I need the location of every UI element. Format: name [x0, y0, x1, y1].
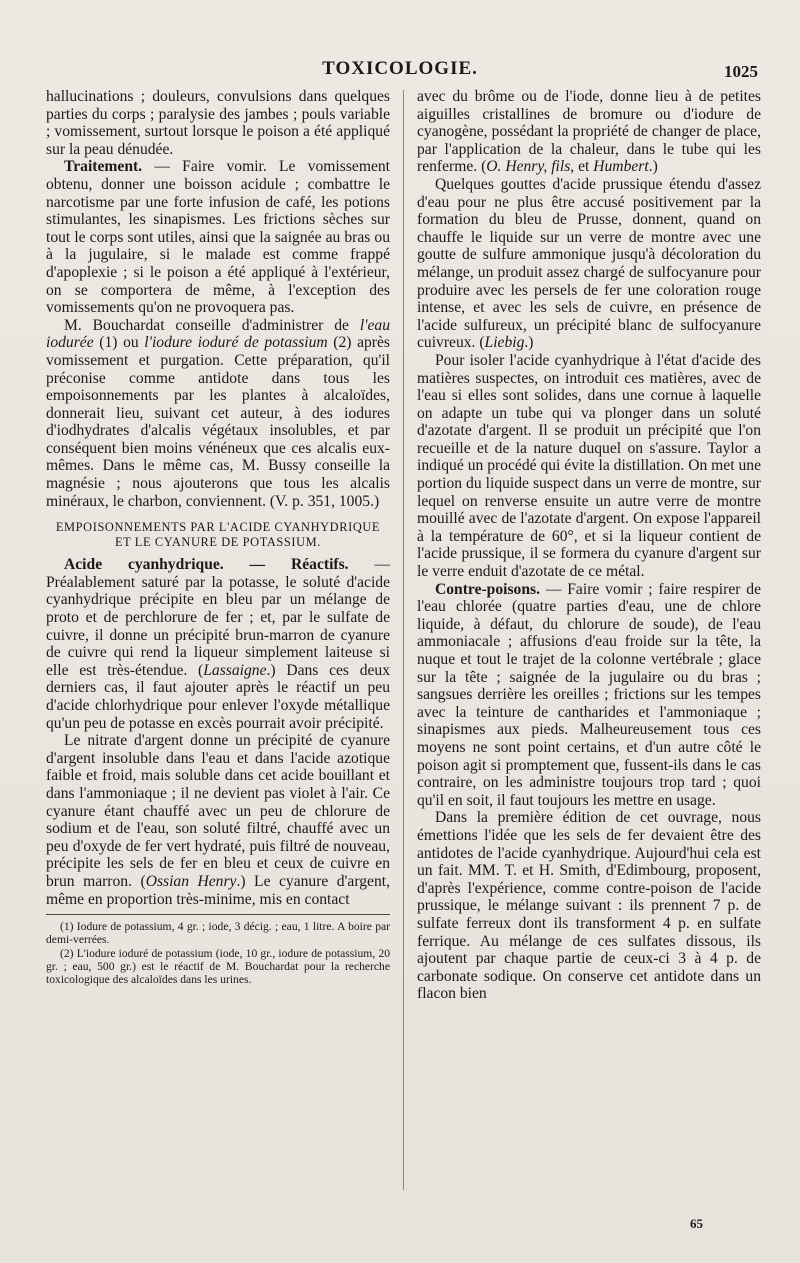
paragraph-text: — Faire vomir. Le vomissement obtenu, donner une boisson acidule ; combattre le narcotisme par une forte infusion de café, les potions stimulantes, les sinapismes. Les frictions sèches sur tout le corps sont utiles, ainsi que la saignée au bras ou à la jugulaire, si le malade est comme frappé d'apoplexie ; si le poison a été appliqué à l'extérieur, on se comportera de même, à l'exception des vomissements qu'on ne provoquera pas. [46, 158, 390, 317]
section-heading: EMPOISONNEMENTS PAR L'ACIDE CYANHYDRIQUE ET LE CYANURE DE POTASSIUM. [55, 520, 381, 549]
paragraph [417, 88, 761, 176]
paragraph-text: .) [524, 334, 534, 352]
paragraph: Dans la première édition de cet ouvrage, nous émettions l'idée que les sels de fer devaient être des antidotes de l'acide cyanhydrique. Aujourd'hui cela est un fait. MM. T. et H. Smith, d'Edimbourg, proposent, d'après l'expérience, comme contre-poison de l'acide prussique, le mélange suivant : ils prennent 7 p. de sulfate ferreux dont ils transforment 4 p. en sulfate ferrique. Au mélange de ces sulfates dissous, ils ajoutent par chaque partie de ceux-ci 3 à 4 p. de carbonate sodique. On conserve cet antidote dans un flacon bien [417, 809, 761, 1003]
paragraph-text: Le nitrate d'argent donne un précipité de cyanure d'argent insoluble dans l'eau et dans l'acide azotique faible et froid, mais soluble dans cet acide bouillant et dans l'ammoniaque ; il ne devient pas violet à l'air. Ce cyanure étant chauffé avec un peu de chlorure de sodium et de l'eau, son soluté filtré, chauffé avec un peu d'oxyde de fer vert hydraté, puis filtré de nouveau, précipite les sels de fer en bleu et ceux de cuivre en brun marron. ( [46, 732, 390, 890]
footnote-1: (1) Iodure de potassium, 4 gr. ; iode, 3 décig. ; eau, 1 litre. A boire par demi-verrées. [46, 920, 390, 947]
paragraph-text: .) Le cyanure d'argent, même en proportion très-minime, mis en contact [46, 872, 390, 908]
paragraph [46, 317, 390, 511]
paragraph-text: , et [570, 158, 594, 176]
signature-mark: 65 [690, 1216, 703, 1231]
italic-author: Humbert [593, 158, 649, 176]
paragraph [46, 556, 390, 732]
running-title: TOXICOLOGIE. [322, 58, 478, 79]
paragraph-text: — Préalablement saturé par la potasse, le soluté d'acide cyanhydrique précipite en bleu par un mélange de proto et de perchlorure de fer ; et, par le sulfate de cuivre, il donne un précipité brun-marron de cyanure de cuivre qui rend la liqueur simplement laiteuse si elle est très-étendue. ( [46, 556, 390, 679]
paragraph-text: .) Dans ces deux derniers cas, il faut ajouter après le réactif un peu d'acide chlorhydrique pour enlever l'oxyde métallique qu'un peu de potasse en excès pourrait avoir précipité. [46, 661, 391, 732]
footnote-2: (2) L'iodure ioduré de potassium (iode, 10 gr., iodure de potassium, 20 gr. ; eau, 500 gr.) est le réactif de M. Bouchardat pour la recherche toxicologique des alcaloïdes dans les urines. [46, 946, 390, 986]
column-divider [403, 90, 404, 1190]
page-number: 1025 [724, 62, 758, 81]
paragraph-text: .) [648, 158, 658, 176]
paragraph: hallucinations ; douleurs, convulsions dans quelques parties du corps ; paralysie des jambes ; pouls variable ; vomissement, surtout lorsque le poison a été appliqué sur la peau dénudée. [46, 88, 390, 158]
paragraph-lead: Contre-poisons. [435, 580, 540, 598]
paragraph-text: Quelques gouttes d'acide prussique étendu d'assez d'eau pour ne plus être accusé positivement par la formation du bleu de Prusse, donnent, quand on chauffe le liquide sur un verre de montre avec une goutte de sulfure ammonique jusqu'à décoloration du mélange, un produit assez chargé de sulfocyanure pour produire avec les persels de fer une coloration rouge intense, et avec les sels de cuivre, en présence de l'acide sulfureux, un précipité blanc de sulfocyanure cuivreux. ( [417, 175, 761, 352]
right-column [417, 88, 761, 1003]
italic-author: Ossian Henry [145, 872, 237, 890]
paragraph [417, 581, 761, 810]
italic-author: O. Henry, fils [486, 158, 571, 176]
paragraph-lead: Traitement. [64, 158, 143, 176]
paragraph [46, 732, 390, 908]
paragraph-lead: Acide cyanhydrique. — Réactifs. [64, 556, 349, 574]
italic-author: Lassaigne [203, 661, 267, 679]
footnote-divider [46, 914, 390, 915]
paragraph-text: (1) ou [93, 334, 145, 352]
paragraph-text: M. Bouchardat conseille d'administrer de [64, 316, 360, 334]
italic-term: l'eau iodurée [46, 316, 390, 352]
left-column [46, 88, 390, 986]
paragraph: Pour isoler l'acide cyanhydrique à l'état d'acide des matières suspectes, on introduit ces matières, avec de l'eau si elles sont solides, dans une cornue à laquelle on adapte un tube qui va plonger dans un soluté d'azotate d'argent. Il se produit un précipité que l'on recueille et de la nature duquel on s'assure. Taylor a indiqué un procédé qui évite la distillation. On met une portion du liquide suspect dans un verre de montre, sur lequel on renverse ensuite un autre verre de montre mouillé avec de l'azotate d'argent. On expose l'appareil à la température de 60°, et si la liqueur contient de l'acide prussique, il se formera du cyanure d'argent sur le verre enduit d'azotate de ce métal. [417, 351, 761, 581]
paragraph [46, 158, 390, 316]
italic-term: l'iodure ioduré de potassium [144, 334, 328, 352]
paragraph [417, 176, 761, 352]
paragraph-text: avec du brôme ou de l'iode, donne lieu à de petites aiguilles cristallines de bromure ou d'iodure de cyanogène, possédant la propriété de changer de place, par l'application de la chaleur, dans le tube qui les renferme. ( [417, 88, 761, 176]
page-header [0, 52, 800, 82]
paragraph-text: — Faire vomir ; faire respirer de l'eau chlorée (quatre parties d'eau, une de chlore liquide, à défaut, du chlorure de soude), de l'eau ammoniacale ; affusions d'eau froide sur la tête, la nuque et tout le trajet de la colonne vertébrale ; glace sur la tête ; saignée de la jugulaire ou du bras ; sangsues derrière les oreilles ; frictions sur les tempes avec la teinture de cantharides et l'ammoniaque ; sinapismes aux pieds. Malheureusement tous ces moyens ne sont point certains, et d'un autre côté le poison agit si promptement que, fussent-ils dans le cas contraire, on les administre toujours trop tard ; quoi qu'il en soit, il faut toujours les mettre en usage. [417, 580, 761, 809]
italic-author: Liebig [484, 334, 525, 352]
paragraph-text: (2) après vomissement et purgation. Cette préparation, qu'il préconise comme antidote dans tous les empoisonnements par les plantes à alcaloïdes, donnerait lieu, suivant cet auteur, à des iodures d'iodhydrates d'alcalis végétaux insolubles, et par conséquent bien moins vénéneux que ces alcalis eux-mêmes. Dans le même cas, M. Bussy conseille la magnésie ; nous ajouterons que tous les alcalis minéraux, le charbon, conviennent. (V. p. 351, 1005.) [46, 334, 390, 510]
